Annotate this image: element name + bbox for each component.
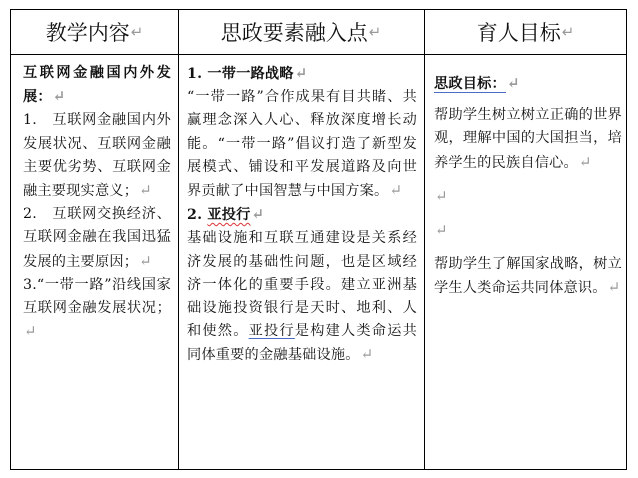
goal-1: 帮助学生树立树立正确的世界观，理解中国的大国担当，培养学生的民族自信心。↵ <box>434 107 622 171</box>
section1-title: 1. 一带一路战略↵ <box>187 64 308 82</box>
section1-text: “一带一路”合作成果有目共睹、共赢理念深入人心、释放深度增长动能。“一带一路”倡议打造了新型发展模式、铺设和平发展道路及向世界贡献了中国智慧与中国方案。↵ <box>187 89 417 200</box>
ideological-points-cell <box>187 62 417 368</box>
column-divider-1 <box>178 10 179 469</box>
lesson-table <box>10 9 627 470</box>
goal-2: 帮助学生了解国家战略，树立学生人类命运共同体意识。↵ <box>434 256 622 297</box>
section2-title: 2. 亚投行↵ <box>187 205 265 224</box>
teaching-content-cell <box>23 62 171 344</box>
goals-title: 思政目标：↵ <box>434 74 520 92</box>
content-item-1: 1. 互联网金融国内外发展状况、互联网金融主要优劣势、互联网金融主要现实意义；↵ <box>23 112 171 200</box>
blank-line-1: ↵ <box>435 186 448 205</box>
blank-line-2: ↵ <box>435 221 448 240</box>
header-teaching-content: 教学内容 ↵ <box>45 21 144 45</box>
header-divider <box>11 54 626 55</box>
header-education-goals: 育人目标 ↵ <box>476 21 575 45</box>
content-item-2: 2. 互联网交换经济、互联网金融在我国迅猛发展的主要原因；↵ <box>23 206 171 270</box>
education-goals-cell <box>434 72 622 301</box>
section2-text: 基础设施和互联互通建设是关系经济发展的基础性问题，也是区域经济一体化的重要手段。建立亚洲基础设施投资银行是天时、地利、人和使然。亚投行是构建人类命运共同体重要的金融基础设施。↵ <box>187 230 417 364</box>
content-title: 互联网金融国内外发展：↵ <box>23 65 171 106</box>
column-divider-2 <box>424 10 425 469</box>
content-item-3: 3.“一带一路”沿线国家互联网金融发展状况；↵ <box>23 276 171 341</box>
header-ideological-points: 思政要素融入点 ↵ <box>220 21 382 45</box>
